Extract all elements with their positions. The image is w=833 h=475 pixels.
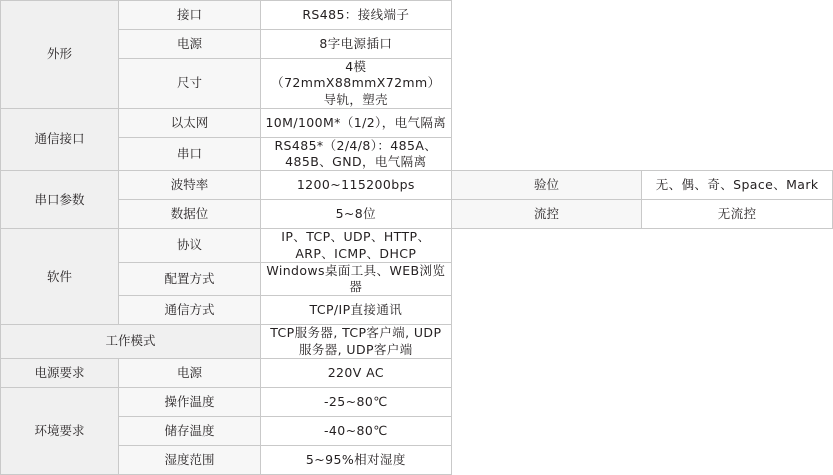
value-cell: RS485*（2/4/8）：485A、485B、GND，电气隔离: [261, 137, 452, 171]
table-row: [1, 171, 833, 200]
parameter-cell: 以太网: [119, 108, 261, 137]
value-cell: 1200~115200bps: [261, 171, 452, 200]
parameter-cell: 电源: [119, 30, 261, 59]
spec-table-body: [1, 1, 833, 475]
value-cell: -25~80℃: [261, 387, 452, 416]
table-row: [1, 30, 833, 59]
category-cell: 通信接口: [1, 108, 119, 171]
table-row: [1, 445, 833, 474]
value-cell: 无、偶、奇、Space、Mark: [642, 171, 833, 200]
parameter-cell: 电源: [119, 358, 261, 387]
parameter-cell: 数据位: [119, 200, 261, 229]
parameter-cell: 接口: [119, 1, 261, 30]
value-cell: 220V AC: [261, 358, 452, 387]
value-cell: 10M/100M*（1/2），电气隔离: [261, 108, 452, 137]
table-row: [1, 200, 833, 229]
value-cell: 4模（72mmX88mmX72mm）导轨，塑壳: [261, 59, 452, 109]
table-row: [1, 1, 833, 30]
category-cell: 电源要求: [1, 358, 119, 387]
parameter-cell: 储存温度: [119, 416, 261, 445]
category-cell: 外形: [1, 1, 119, 109]
table-row: [1, 358, 833, 387]
category-cell: 串口参数: [1, 171, 119, 229]
table-row: [1, 262, 833, 296]
category-cell: 环境要求: [1, 387, 119, 474]
value-cell: -40~80℃: [261, 416, 452, 445]
category-cell: 软件: [1, 229, 119, 325]
value-cell: TCP/IP直接通讯: [261, 296, 452, 325]
value-cell: RS485：接线端子: [261, 1, 452, 30]
parameter-cell: 流控: [451, 200, 642, 229]
table-row: [1, 387, 833, 416]
table-row: [1, 229, 833, 263]
table-row: [1, 59, 833, 109]
value-cell: 8字电源插口: [261, 30, 452, 59]
table-row: [1, 416, 833, 445]
value-cell: Windows桌面工具、WEB浏览器: [261, 262, 452, 296]
parameter-cell: 波特率: [119, 171, 261, 200]
parameter-cell: 操作温度: [119, 387, 261, 416]
parameter-cell: 串口: [119, 137, 261, 171]
parameter-cell: 通信方式: [119, 296, 261, 325]
table-row: [1, 296, 833, 325]
table-row: [1, 137, 833, 171]
parameter-cell: 协议: [119, 229, 261, 263]
value-cell: IP、TCP、UDP、HTTP、ARP、ICMP、DHCP: [261, 229, 452, 263]
parameter-cell: 湿度范围: [119, 445, 261, 474]
parameter-cell: 验位: [451, 171, 642, 200]
table-row: [1, 325, 833, 359]
value-cell: TCP服务器, TCP客户端, UDP服务器, UDP客户端: [261, 325, 452, 359]
parameter-cell: 尺寸: [119, 59, 261, 109]
value-cell: 无流控: [642, 200, 833, 229]
value-cell: 5~8位: [261, 200, 452, 229]
table-row: [1, 108, 833, 137]
parameter-cell: 配置方式: [119, 262, 261, 296]
value-cell: 5~95%相对湿度: [261, 445, 452, 474]
category-cell: 工作模式: [1, 325, 261, 359]
